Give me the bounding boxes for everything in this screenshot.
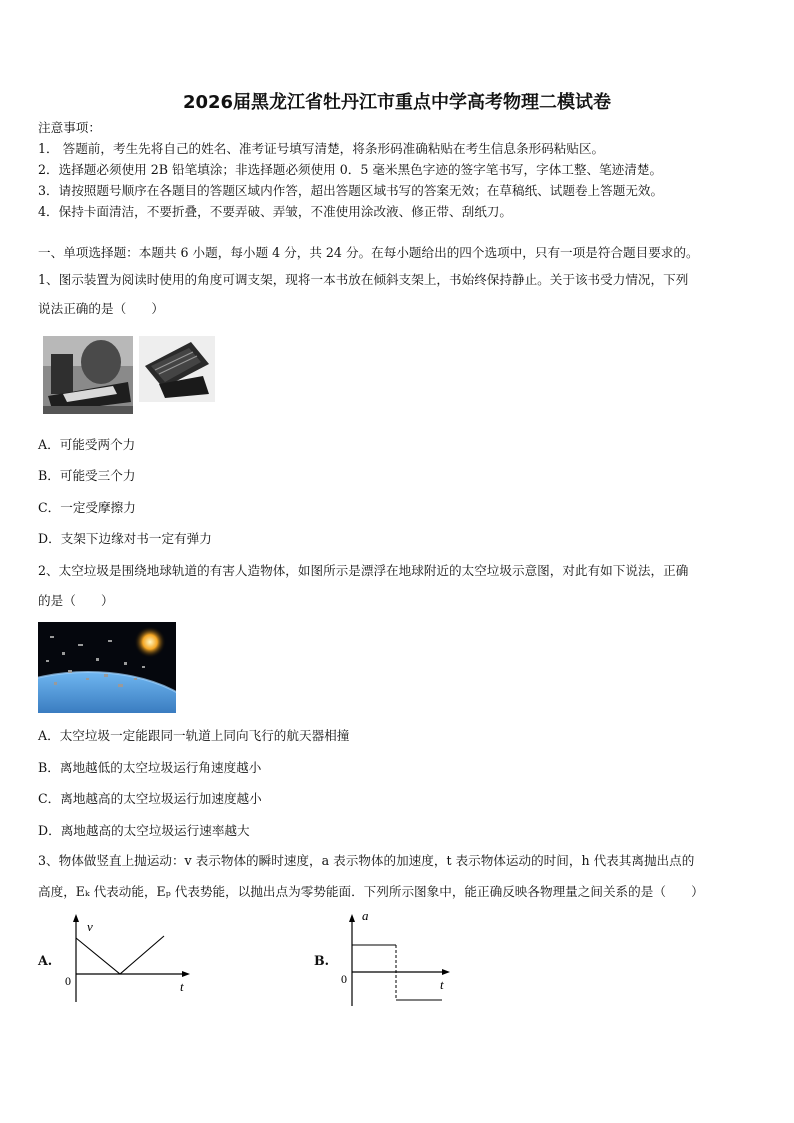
origin-label: 0 [341,972,347,986]
question-1-stem: 说法正确的是（ ） [38,301,164,316]
book-stand-photo-2 [139,336,215,402]
space-debris-image [38,622,176,713]
option-a: A．太空垃圾一定能跟同一轨道上同向飞行的航天器相撞 [38,728,350,743]
graph-b-label: B. [314,953,330,968]
notice-heading: 注意事项： [38,120,101,135]
origin-label: 0 [65,974,71,988]
y-axis-arrow [349,914,355,922]
velocity-line [76,936,164,974]
question-3-stem: 高度，Eₖ 代表动能，Eₚ 代表势能，以抛出点为零势能面．下列所示图象中，能正确反映各物理量之间关系的是（ ） [38,884,704,899]
x-axis-label: t [440,977,444,992]
x-axis-label: t [180,979,184,994]
notice-item: 1． 答题前，考生先将自己的姓名、准考证号填写清楚，将条形码准确粘贴在考生信息条形码粘贴区。 [38,141,605,156]
notice-item: 2．选择题必须使用 2B 铅笔填涂；非选择题必须使用 0．5 毫米黑色字迹的签字笔书写，字体工整、笔迹清楚。 [38,162,663,177]
graph-a [60,914,200,1004]
notice-item: 3．请按照题号顺序在各题目的答题区域内作答，超出答题区域书写的答案无效；在草稿纸、试题卷上答题无效。 [38,183,664,198]
option-c: C．一定受摩擦力 [38,500,136,515]
x-axis-arrow [442,969,450,975]
question-3-stem: 3、物体做竖直上抛运动：v 表示物体的瞬时速度，a 表示物体的加速度，t 表示物体运动的时间，h 代表其离抛出点的 [38,853,695,868]
y-axis-arrow [73,914,79,922]
section-heading: 一、单项选择题：本题共 6 小题，每小题 4 分，共 24 分。在每小题给出的四个选项中，只有一项是符合题目要求的。 [38,245,699,260]
option-a: A．可能受两个力 [38,437,136,452]
option-b: B．离地越低的太空垃圾运行角速度越小 [38,760,262,775]
option-d: D．离地越高的太空垃圾运行速率越大 [38,823,250,838]
graph-b [336,906,460,1006]
question-1-stem: 1、图示装置为阅读时使用的角度可调支架，现将一本书放在倾斜支架上，书始终保持静止。关于该书受力情况，下列 [38,272,689,287]
option-d: D．支架下边缘对书一定有弹力 [38,531,212,546]
option-b: B．可能受三个力 [38,468,136,483]
question-2-stem: 的是（ ） [38,593,114,608]
x-axis-arrow [182,971,190,977]
notice-item: 4．保持卡面清洁，不要折叠，不要弄破、弄皱，不准使用涂改液、修正带、刮纸刀。 [38,204,512,219]
y-axis-label: v [87,919,93,934]
question-2-stem: 2、太空垃圾是围绕地球轨道的有害人造物体，如图所示是漂浮在地球附近的太空垃圾示意图，对此有如下说法，正确 [38,563,689,578]
option-c: C．离地越高的太空垃圾运行加速度越小 [38,791,262,806]
y-axis-label: a [362,908,369,923]
graph-a-label: A. [38,953,53,968]
book-stand-photo-1 [43,336,133,414]
page-title: 2026届黑龙江省牡丹江市重点中学高考物理二模试卷 [182,92,612,113]
